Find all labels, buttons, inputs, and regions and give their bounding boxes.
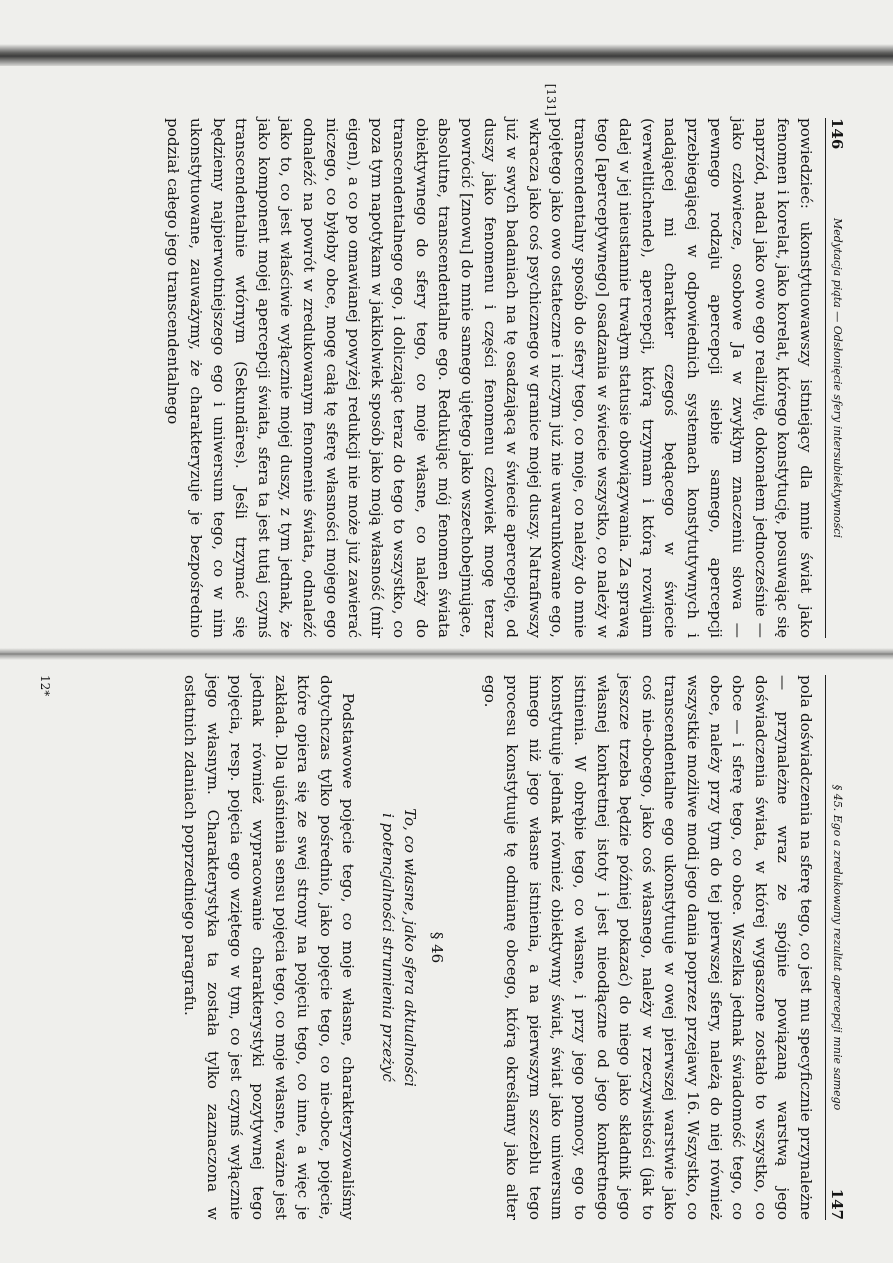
signature-mark: 12* (38, 675, 52, 697)
section-title-line: To, co własne, jako sfera aktualności (401, 808, 420, 1087)
paragraph: Podstawowe pojęcie tego, co moje własne, charakteryzowaliśmy dotychczas tylko pośrednio, jako pojęcie tego, co nie-obce, pojęcie, które opiera się ze swej strony na pojęciu tego, co inne, a więc je zakłada. Dla ujaśnienia sensu pojęcia tego, co moje własne, ważne jest jednak również wypracowanie charakterystyki pozytywnej tego pojęcia, resp. pojęcia ego wziętego w tym, co jest czymś wyłącznie jego własnym. Charakterystyka ta została tylko zaznaczona w ostatnich zdaniach poprzedniego paragrafu. (181, 675, 358, 1220)
running-head-text: § 45. Ego a zredukowany rezultat apercepcji mnie samego (831, 784, 844, 1111)
running-head-right (825, 675, 848, 1220)
section-title (378, 675, 422, 1220)
body-text-left (162, 118, 817, 638)
section-title-line: i potencjalności strumienia przeżyć (379, 813, 398, 1082)
section-number: § 46 (428, 931, 447, 964)
running-head-left (825, 118, 848, 638)
paragraph: powiedzieć: ukonstytuowawszy istniejący dla mnie świat jako fenomen i korelat, jako korelat, którego konstytucję, posuwając się naprzód, nadal jako owo ego realizuję, dokonałem jednocześnie — jako człowiecze, osobowe Ja w zwykłym znaczeniu słowa — pewnego rodzaju apercepcji siebie samego, apercepcji przebiegającej w odpowiednich systemach konstytutywnych i nadającej mi charakter czegoś będącego w świecie (verweltlichende), apercepcji, którą trzymam i którą rozwijam dalej w jej nieustannie trwałym statusie obowiązywania. Za sprawą tego [aperceptywnego] osadzania w świecie wszystko, co należy w transcendentalny sposób do sfery tego, co moje, co należy do mnie pojętego jako owo ostateczne i niczym już nie uwarunkowane ego, wkracza jako coś psychicznego w granice mojej duszy. Natrafiwszy już w swych badaniach na tę osadzającą w świecie apercepcję, od duszy jako fenomenu i części fenomenu człowiek mogę teraz powrócić [znowu] do mnie samego ujętego jako wszechobejmujące, absolutne, transcendentalne ego. Redukując mój fenomen świata obiektywnego do sfery tego, co moje własne, co należy do transcendentalnego ego, i doliczając teraz do tego to wszystko, co poza tym napotykam w jakikolwiek sposób jako moją własność (mir eigen), a co po omawianej powyżej redukcji nie może już zawierać niczego, co byłoby obce, mogę całą tę sferę własności mojego ego odnaleźć na powrót w zredukowanym fenomenie świata, odnaleźć jako to, co jest właściwie wyłącznie mojej duszy, z tym jednak, że jako komponent mojej apercepcji świata, sfera ta jest tutaj czymś transcendentalnie wtórnym (Sekundäres). Jeśli trzymać się będziemy najpierwotniejszego ego i uniwersum tego, co w nim ukonstytuowane, zauważymy, że charakteryzuje je bezpośrednio podział całego jego transcendentalnego (164, 118, 815, 638)
body-text-right (179, 675, 817, 1220)
margin-page-reference: [131] (544, 83, 558, 116)
running-head-text: Medytacja piąta — Odsłonięcie sfery intersubiektywności (831, 218, 844, 538)
page-number: 146 (828, 118, 846, 150)
book-gutter-fold (0, 648, 893, 660)
page-right (38, 675, 848, 1220)
page-left (58, 83, 848, 638)
scan-top-shadow (0, 44, 893, 66)
page-number: 147 (828, 1188, 846, 1220)
paragraph: pola doświadczenia na sferę tego, co jest mu specyficznie przynależne — przynależne wraz ze spójnie powiązaną warstwą jego doświadczenia świata, w której wygaszone zostało to wszystko, co obce — i sferę tego, co obce. Wszelka jednak świadomość tego, co obce, należy przy tym do tej pierwszej sfery, należą do niej również wszystkie możliwe modi jego dania poprzez przejawy 16. Wszystko, co transcendentalne ego ukonstytuuje w owej pierwszej warstwie jako coś nie-obcego, jako coś własnego, należy w rzeczywistości (jak to jeszcze trzeba będzie później pokazać) do niego jako składnik jego własnej konkretnej istoty i jest nieodłączne od jego konkretnego istnienia. W obrębie tego, co własne, i przy jego pomocy, ego to konstytuuje jednak również obiektywny świat, świat jako uniwersum innego niż jego własne istnienia, a na pierwszym szczeblu tego procesu konstytuuje tę odmianę obcego, którą określamy jako alter ego. (480, 675, 815, 1220)
